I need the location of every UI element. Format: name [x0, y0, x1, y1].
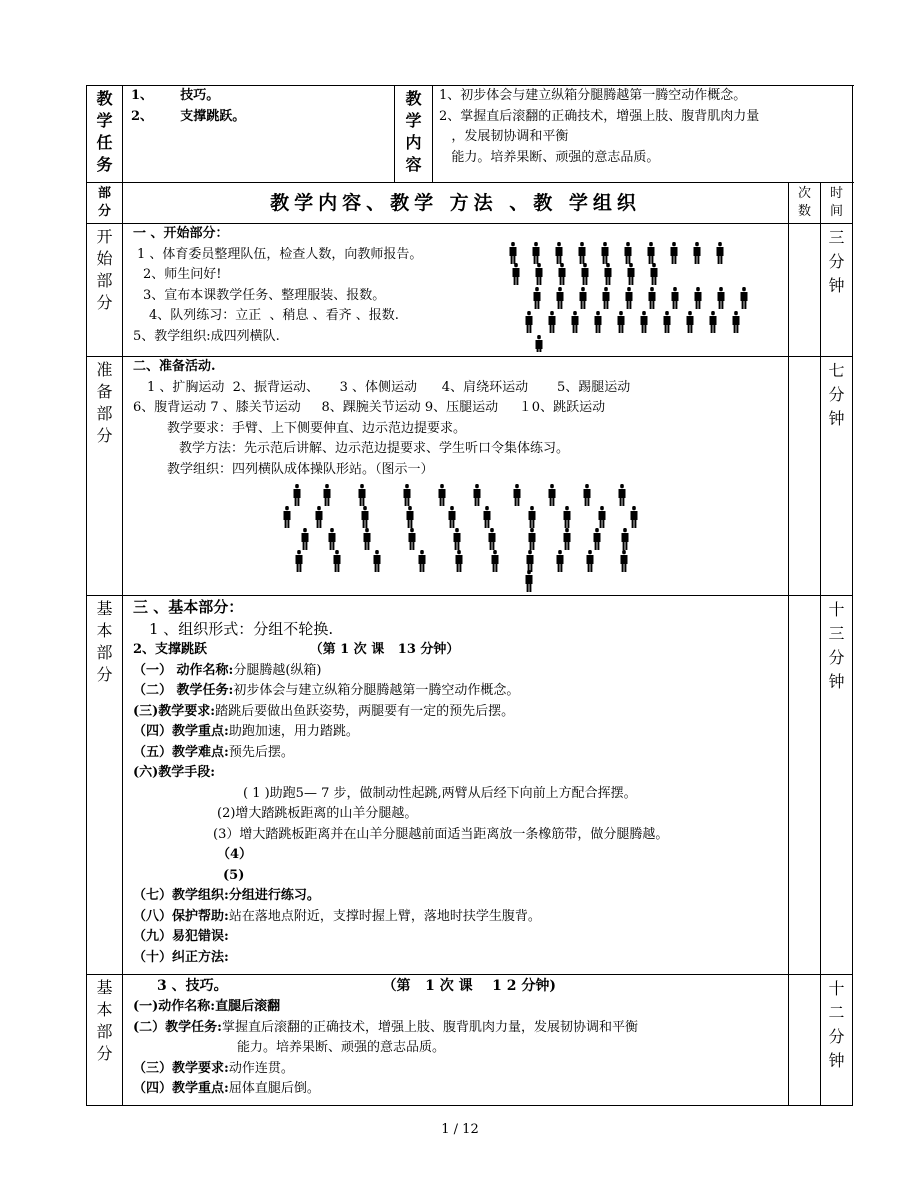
basic2-sub-row [133, 975, 785, 997]
task-cell [123, 86, 395, 183]
lesson-plan-page [86, 85, 852, 1106]
basic1-means-5: (5) [223, 867, 245, 883]
basic2-req: （三）教学要求:动作连贯。 [133, 1060, 294, 1076]
content-line-4: 能力。培养果断、顽强的意志品质。 [439, 149, 660, 165]
basic1-row [87, 596, 853, 975]
basic1-content [123, 596, 789, 975]
basic1-item-5: （五）教学难点:预先后摆。 [133, 744, 294, 760]
basic2-count [789, 975, 821, 1106]
prep-content [123, 357, 789, 596]
basic1-item-10: （十）纠正方法: [133, 949, 229, 965]
basic2-task: (二）教学任务:掌握直后滚翻的正确技术，增强上肢、腹背肌肉力量，发展韧协调和平衡 [133, 1019, 638, 1035]
basic1-item-2: （二） 教学任务:初步体会与建立纵箱分腿腾越第一腾空动作概念。 [133, 683, 520, 698]
part-label: 部分 [87, 183, 123, 224]
task-item-1: 1、 技巧。 [131, 88, 220, 103]
prep-line-1: 1 、扩胸运动 2、振背运动、 3 、体侧运动 4、肩绕环运动 5、踢腿运动 [147, 379, 631, 395]
start-line-1: 1 、体育委员整理队伍，检查人数，向教师报告。 [137, 246, 423, 262]
basic2-label: 基本部分 [87, 975, 123, 1106]
content-label: 教学内容 [395, 86, 433, 183]
header-row [87, 183, 853, 224]
basic1-item-1: （一） 动作名称:分腿腾越(纵箱) [133, 662, 322, 678]
basic2-row [87, 975, 853, 1106]
basic2-sub: 3 、技巧。 [157, 978, 228, 994]
prep-row [87, 357, 853, 596]
start-content [123, 224, 789, 357]
content-line-3: ，发展韧协调和平衡 [439, 129, 569, 144]
prep-time: 七分钟 [821, 357, 853, 596]
start-line-2: 2、师生问好! [143, 267, 222, 282]
count-label: 次数 [789, 183, 821, 224]
basic1-time: 十三分钟 [821, 596, 853, 975]
time-label: 时间 [821, 183, 853, 224]
basic1-count [789, 596, 821, 975]
basic1-means-4: （4） [217, 847, 253, 862]
basic2-content [123, 975, 789, 1106]
prep-line-2: 6、腹背运动 7 、膝关节运动 8、踝腕关节运动 9、压腿运动 １0、跳跃运动 [133, 400, 606, 415]
start-line-3: 3、宣布本课教学任务、整理服装、报数。 [143, 287, 386, 303]
start-line-5: 5、教学组织:成四列横队. [133, 328, 280, 344]
prep-label: 准备部分 [87, 357, 123, 596]
prep-method: 教学方法：先示范后讲解、边示范边提要求、学生听口令集体练习。 [179, 441, 570, 456]
task-label: 教学任务 [87, 86, 123, 183]
header-title: 教学内容、教学 方法 、教 学组织 [123, 183, 789, 224]
main-table [86, 182, 853, 1106]
basic1-item-3: (三)教学要求:踏跳后要做出鱼跃姿势，两腿要有一定的预先后摆。 [133, 703, 515, 719]
basic2-lesson: （第 1 次 课 1 2 分钟) [382, 978, 556, 994]
prep-req: 教学要求：手臂、上下侧要伸直、边示范边提要求。 [167, 420, 467, 436]
start-count [789, 224, 821, 357]
lesson-plan-table [86, 85, 853, 183]
basic1-means-2: (2)增大踏跳板距离的山羊分腿越。 [217, 806, 418, 821]
basic1-sub: 2、支撑跳跃 [133, 642, 208, 657]
start-label: 开始部分 [87, 224, 123, 357]
basic1-item-6: (六)教学手段: [133, 765, 216, 780]
start-row [87, 224, 853, 357]
basic1-label: 基本部分 [87, 596, 123, 975]
content-line-1: 1、初步体会与建立纵箱分腿腾越第一腾空动作概念。 [439, 88, 747, 103]
start-time: 三分钟 [821, 224, 853, 357]
basic1-item-9: （九）易犯错误: [133, 929, 229, 944]
basic1-lesson: （第 1 次 课 13 分钟） [309, 642, 460, 657]
basic1-sub-row [133, 640, 785, 661]
prep-heading: 二、准备活动. [133, 359, 216, 374]
prep-formation-figure [283, 484, 643, 592]
basic1-item-8: （八）保护帮助:站在落地点附近，支撑时握上臂，落地时扶学生腹背。 [133, 908, 541, 924]
page-number: 1 / 12 [441, 1122, 479, 1137]
start-heading: 一 、开始部分： [133, 226, 229, 241]
basic2-name: (一)动作名称:直腿后滚翻 [133, 999, 281, 1014]
start-formation-figure [503, 242, 763, 352]
basic2-time: 十二分钟 [821, 975, 853, 1106]
content-line-2: 2、掌握直后滚翻的正确技术，增强上肢、腹背肌肉力量 [439, 108, 760, 124]
basic1-item-4: （四）教学重点:助跑加速，用力踏跳。 [133, 724, 359, 739]
top-row [87, 86, 853, 183]
prep-count [789, 357, 821, 596]
prep-org: 教学组织：四列横队成体操队形站。（图示一） [167, 461, 434, 477]
basic2-task-2: 能力。培养果断、顽强的意志品质。 [237, 1040, 446, 1055]
basic1-heading: 三 、基本部分： [133, 598, 244, 616]
basic2-key: （四）教学重点:屈体直腿后倒。 [133, 1081, 320, 1096]
task-item-2: 2、 支撑跳跃。 [131, 108, 246, 124]
basic1-item-7: （七）教学组织:分组进行练习。 [133, 888, 320, 903]
start-line-4: 4、队列练习：立正 、稍息 、看齐 、报数. [149, 308, 399, 323]
basic1-means-1: ( 1 )助跑5— 7 步，做制动性起跳,两臂从后经下向前上方配合挥摆。 [243, 785, 637, 801]
basic1-form: 1 、组织形式：分组不轮换. [149, 620, 334, 638]
content-cell [433, 86, 853, 183]
basic1-means-3: (3）增大踏跳板距离并在山羊分腿越前面适当距离放一条橡筋带，做分腿腾越。 [213, 826, 669, 842]
